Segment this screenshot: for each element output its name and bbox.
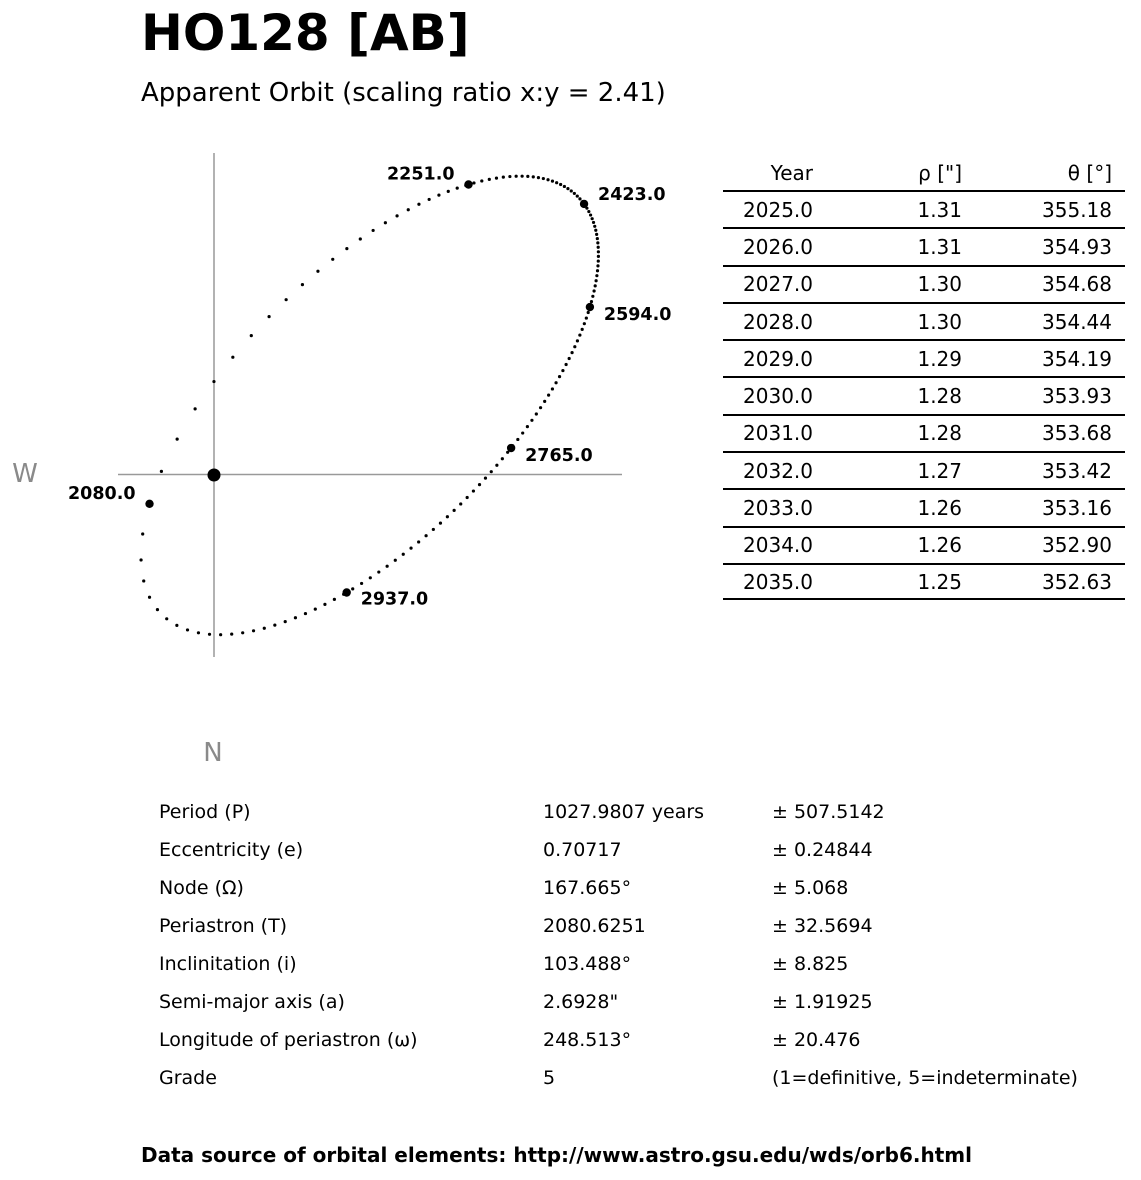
- orbit-dot: [495, 176, 498, 179]
- orbit-dot: [576, 339, 579, 342]
- page-title: HO128 [AB]: [141, 4, 470, 62]
- orbit-dot: [314, 608, 317, 611]
- data-source-footer: Data source of orbital elements: http://www.astro.gsu.edu/wds/orb6.html: [141, 1143, 972, 1167]
- element-row: [159, 793, 1089, 831]
- orbit-dot: [596, 269, 599, 272]
- ephemeris-header-row: [723, 156, 1125, 190]
- element-value: 0.70717: [543, 839, 622, 861]
- orbit-dot: [360, 582, 363, 585]
- ephemeris-cell: 353.93: [1042, 384, 1112, 409]
- orbit-dot: [252, 629, 255, 632]
- orbit-dot: [551, 387, 554, 390]
- orbit-dot: [439, 522, 442, 525]
- element-value: 248.513°: [543, 1029, 632, 1051]
- west-compass-label: W: [12, 459, 38, 489]
- orbit-dot: [516, 438, 519, 441]
- orbit-dot: [230, 633, 233, 636]
- element-label: Periastron (T): [159, 915, 288, 937]
- orbit-dot: [594, 284, 597, 287]
- epoch-dot: [586, 303, 594, 311]
- orbit-dot: [526, 175, 529, 178]
- orbit-dot: [595, 233, 598, 236]
- north-compass-label: N: [203, 738, 223, 768]
- orbit-dot: [594, 229, 597, 232]
- orbit-dot: [597, 250, 600, 253]
- element-row: [159, 1021, 1089, 1059]
- orbit-dot: [521, 431, 524, 434]
- element-label: Period (P): [159, 801, 251, 823]
- orbit-dot: [409, 547, 412, 550]
- orbit-dot: [535, 412, 538, 415]
- orbit-dot: [592, 289, 595, 292]
- orbit-dot: [384, 221, 387, 224]
- element-row: [159, 907, 1089, 945]
- ephemeris-cell: 354.93: [1042, 234, 1112, 259]
- ephemeris-cell: 352.63: [1042, 569, 1112, 594]
- orbit-dot: [581, 328, 584, 331]
- orbit-dot: [596, 264, 599, 267]
- epoch-label: 2765.0: [525, 446, 593, 467]
- ephemeris-cell: 2026.0: [743, 234, 813, 259]
- ephemeris-cell: 1.26: [917, 496, 962, 521]
- orbit-dot: [488, 178, 491, 181]
- ephemeris-cell: 1.28: [917, 421, 962, 446]
- orbit-dot: [377, 570, 380, 573]
- orbit-dot: [372, 229, 375, 232]
- orbit-dot: [331, 258, 334, 261]
- orbit-dot: [591, 295, 594, 298]
- ephemeris-cell: 2030.0: [743, 384, 813, 409]
- orbit-dot: [597, 246, 600, 249]
- ephemeris-row: [723, 488, 1125, 525]
- orbit-dot: [208, 633, 211, 636]
- ephemeris-cell: 1.28: [917, 384, 962, 409]
- orbit-dot: [219, 633, 222, 636]
- orbit-dot: [407, 208, 410, 211]
- orbit-dot: [386, 565, 389, 568]
- ephemeris-cell: 2027.0: [743, 272, 813, 297]
- ephemeris-header-cell: Year: [770, 161, 813, 185]
- orbit-dot: [369, 576, 372, 579]
- orbit-dot: [351, 587, 354, 590]
- ephemeris-cell: 1.31: [917, 234, 962, 259]
- orbit-dot: [592, 221, 595, 224]
- orbit-dot: [585, 316, 588, 319]
- orbit-dot: [490, 470, 493, 473]
- orbit-dot: [547, 394, 550, 397]
- orbital-elements-table: [159, 793, 1089, 1097]
- element-label: Eccentricity (e): [159, 839, 304, 861]
- orbit-dot: [561, 369, 564, 372]
- orbit-dot: [565, 363, 568, 366]
- orbit-dot: [160, 470, 163, 473]
- element-value: 103.488°: [543, 953, 632, 975]
- orbit-dot: [555, 181, 558, 184]
- ephemeris-cell: 354.19: [1042, 346, 1112, 371]
- ephemeris-cell: 353.16: [1042, 496, 1112, 521]
- orbit-dot: [459, 502, 462, 505]
- orbit-dot: [570, 189, 573, 192]
- orbit-dot: [241, 631, 244, 634]
- element-label: Grade: [159, 1067, 217, 1089]
- orbit-dot: [417, 203, 420, 206]
- epoch-dot: [464, 180, 472, 188]
- orbit-dot: [532, 175, 535, 178]
- orbit-dot: [478, 483, 481, 486]
- primary-star-marker: [208, 469, 221, 482]
- epoch-dot: [507, 444, 515, 452]
- ephemeris-cell: 354.44: [1042, 309, 1112, 334]
- ephemeris-header-cell: θ [°]: [1067, 161, 1112, 185]
- orbit-dot: [165, 617, 168, 620]
- element-label: Inclinitation (i): [159, 953, 297, 975]
- element-value: 5: [543, 1067, 556, 1089]
- orbit-dot: [194, 407, 197, 410]
- orbit-dot: [395, 214, 398, 217]
- orbit-dot: [573, 345, 576, 348]
- ephemeris-row: [723, 563, 1125, 600]
- orbit-dot: [537, 176, 540, 179]
- ephemeris-cell: 1.30: [917, 309, 962, 334]
- orbit-dot: [501, 457, 504, 460]
- ephemeris-row: [723, 302, 1125, 339]
- orbit-dot: [472, 181, 475, 184]
- element-error: (1=definitive, 5=indeterminate): [772, 1067, 1078, 1089]
- element-row: [159, 945, 1089, 983]
- orbit-dot: [231, 356, 234, 359]
- orbit-dot: [175, 624, 178, 627]
- orbit-dot: [359, 237, 362, 240]
- element-value: 167.665°: [543, 877, 632, 899]
- ephemeris-row: [723, 339, 1125, 376]
- orbit-dot: [508, 175, 511, 178]
- orbit-dot: [394, 559, 397, 562]
- orbit-dot: [590, 300, 593, 303]
- orbit-dot: [530, 419, 533, 422]
- ephemeris-cell: 1.27: [917, 458, 962, 483]
- element-error: ± 507.5142: [772, 801, 885, 823]
- ephemeris-cell: 1.31: [917, 197, 962, 222]
- orbit-dot: [212, 380, 215, 383]
- orbit-dot: [447, 190, 450, 193]
- orbit-dot: [437, 194, 440, 197]
- orbit-dot: [576, 194, 579, 197]
- element-error: ± 32.5694: [772, 915, 873, 937]
- ephemeris-header-cell: ρ ["]: [918, 161, 962, 185]
- ephemeris-row: [723, 451, 1125, 488]
- ephemeris-cell: 2029.0: [743, 346, 813, 371]
- orbit-dot: [573, 192, 576, 195]
- orbit-dot: [589, 213, 592, 216]
- orbit-dot: [142, 579, 145, 582]
- orbit-dot: [267, 315, 270, 318]
- orbit-dot: [472, 489, 475, 492]
- orbit-dot: [285, 298, 288, 301]
- orbit-dot: [304, 612, 307, 615]
- orbit-dot: [563, 185, 566, 188]
- ephemeris-cell: 2035.0: [743, 569, 813, 594]
- orbit-dot: [546, 178, 549, 181]
- orbit-dot: [551, 180, 554, 183]
- ephemeris-cell: 1.26: [917, 533, 962, 558]
- ephemeris-row: [723, 190, 1125, 227]
- ephemeris-cell: 353.68: [1042, 421, 1112, 446]
- orbit-dot: [578, 333, 581, 336]
- orbit-dot: [583, 322, 586, 325]
- orbit-dot: [559, 183, 562, 186]
- element-error: ± 1.91925: [772, 991, 873, 1013]
- orbit-dot: [148, 596, 151, 599]
- orbit-dot: [597, 259, 600, 262]
- orbit-dot: [597, 255, 600, 258]
- orbit-dot: [554, 381, 557, 384]
- orbit-dots: [139, 175, 600, 637]
- orbit-dot: [566, 187, 569, 190]
- orbit-dot: [432, 528, 435, 531]
- orbit-dot: [428, 198, 431, 201]
- orbit-dot: [542, 177, 545, 180]
- ephemeris-cell: 2033.0: [743, 496, 813, 521]
- element-error: ± 8.825: [772, 953, 849, 975]
- orbit-dot: [186, 628, 189, 631]
- orbit-dot: [333, 598, 336, 601]
- epoch-label: 2251.0: [387, 164, 455, 185]
- orbit-dot: [156, 608, 159, 611]
- ephemeris-cell: 2031.0: [743, 421, 813, 446]
- element-value: 2080.6251: [543, 915, 646, 937]
- orbit-dot: [480, 179, 483, 182]
- ephemeris-row: [723, 526, 1125, 563]
- epoch-dot: [145, 500, 153, 508]
- orbit-dot: [596, 241, 599, 244]
- orbit-dot: [484, 477, 487, 480]
- ephemeris-cell: 355.18: [1042, 197, 1112, 222]
- element-row: [159, 1059, 1089, 1097]
- orbit-dot: [466, 496, 469, 499]
- element-value: 2.6928": [543, 991, 619, 1013]
- orbit-dot: [526, 425, 529, 428]
- ephemeris-cell: 2025.0: [743, 197, 813, 222]
- ephemeris-cell: 1.30: [917, 272, 962, 297]
- orbit-dot: [402, 553, 405, 556]
- orbit-dot: [273, 624, 276, 627]
- element-value: 1027.9807 years: [543, 801, 705, 823]
- epoch-label: 2937.0: [360, 589, 429, 610]
- orbit-dot: [587, 210, 590, 213]
- orbit-dot: [250, 334, 253, 337]
- ephemeris-row: [723, 227, 1125, 264]
- ephemeris-cell: 354.68: [1042, 272, 1112, 297]
- orbit-dot: [593, 225, 596, 228]
- element-row: [159, 869, 1089, 907]
- ephemeris-cell: 2034.0: [743, 533, 813, 558]
- orbit-dot: [453, 509, 456, 512]
- element-error: ± 0.24844: [772, 839, 873, 861]
- epoch-label: 2080.0: [67, 483, 136, 504]
- epoch-dot: [342, 588, 350, 596]
- element-label: Node (Ω): [159, 877, 244, 899]
- orbit-dot: [539, 406, 542, 409]
- orbit-axes: [118, 153, 622, 657]
- ephemeris-row: [723, 265, 1125, 302]
- orbit-dot: [446, 515, 449, 518]
- element-error: ± 20.476: [772, 1029, 861, 1051]
- element-label: Semi-major axis (a): [159, 991, 345, 1013]
- orbit-dot: [495, 464, 498, 467]
- ephemeris-cell: 353.42: [1042, 458, 1112, 483]
- orbit-dot: [502, 176, 505, 179]
- orbit-dot: [316, 270, 319, 273]
- orbit-dot: [294, 616, 297, 619]
- orbit-dot: [263, 627, 266, 630]
- epoch-label: 2594.0: [603, 305, 672, 326]
- orbit-dot: [521, 175, 524, 178]
- orbit-dot: [197, 631, 200, 634]
- orbit-dot: [417, 540, 420, 543]
- orbit-dot: [139, 558, 142, 561]
- element-label: Longitude of periastron (ω): [159, 1029, 418, 1051]
- apparent-orbit-plot: [0, 0, 700, 790]
- orbit-dot: [587, 311, 590, 314]
- ephemeris-cell: 1.29: [917, 346, 962, 371]
- orbit-dot: [568, 357, 571, 360]
- orbit-dot: [424, 534, 427, 537]
- orbit-dot: [345, 247, 348, 250]
- orbit-dot: [591, 217, 594, 220]
- orbit-dot: [323, 603, 326, 606]
- ephemeris-table: [723, 156, 1125, 600]
- epoch-label: 2423.0: [598, 184, 666, 205]
- orbit-dot: [558, 375, 561, 378]
- ephemeris-cell: 1.25: [917, 569, 962, 594]
- element-error: ± 5.068: [772, 877, 849, 899]
- ephemeris-row: [723, 414, 1125, 451]
- orbit-dot: [284, 620, 287, 623]
- orbit-dot: [595, 274, 598, 277]
- orbit-dot: [301, 283, 304, 286]
- orbit-dot: [570, 351, 573, 354]
- orbit-dot: [596, 237, 599, 240]
- orbit-dot: [595, 279, 598, 282]
- orbit-dot: [176, 438, 179, 441]
- orbit-dot: [578, 197, 581, 200]
- epoch-dot: [580, 200, 588, 208]
- orbit-dot: [141, 532, 144, 535]
- orbit-dot: [515, 175, 518, 178]
- ephemeris-cell: 352.90: [1042, 533, 1112, 558]
- ephemeris-cell: 2028.0: [743, 309, 813, 334]
- epoch-markers: [68, 164, 671, 609]
- orbit-dot: [543, 400, 546, 403]
- ephemeris-cell: 2032.0: [743, 458, 813, 483]
- element-row: [159, 831, 1089, 869]
- ephemeris-row: [723, 376, 1125, 413]
- page-subtitle: Apparent Orbit (scaling ratio x:y = 2.41): [141, 78, 666, 108]
- element-row: [159, 983, 1089, 1021]
- orbit-dot: [456, 187, 459, 190]
